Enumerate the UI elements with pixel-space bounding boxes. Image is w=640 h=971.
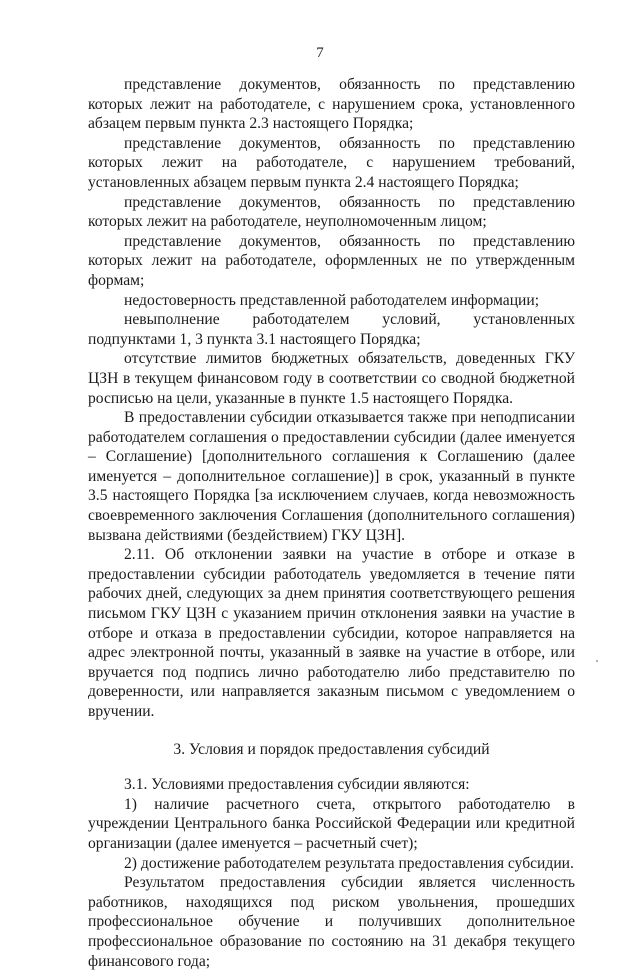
- paragraph-condition-bank-account: 1) наличие расчетного счета, открытого работодателю в учреждении Центрального банка Российской Федерации или кредитной организации (далее именуется – расчетный счет);: [88, 795, 575, 852]
- paragraph-refusal-ground-unauthorized: представление документов, обязанность по представлению которых лежит на работодателе, неуполномоченным лицом;: [88, 193, 575, 231]
- paragraph-refusal-ground-false-info: недостоверность представленной работодателем информации;: [124, 291, 540, 309]
- paragraph-result-definition: Результатом предоставления субсидии является численность работников, находящихся под риском увольнения, прошедших профессиональное обучение и получивших дополнительное профессиональное образование по состоянию на 31 декабря текущего финансового года;: [88, 874, 575, 970]
- page-number: 7: [316, 45, 324, 61]
- paragraph-refusal-ground-conditions: невыполнение работодателем условий, установленных подпунктами 1, 3 пункта 3.1 настоящего Порядка;: [88, 311, 575, 348]
- paragraph-refusal-agreement: В предоставлении субсидии отказывается также при неподписании работодателем соглашения о предоставлении субсидии (далее именуется – Соглашение) [дополнительного соглашения к Соглашению (далее именуется – дополнительное соглашение)] в срок, указанный в пункте 3.5 настоящего Порядка [за исключением случаев, когда невозможность своевременного заключения Соглашения (дополнительного соглашения) вызвана действиями (бездействием) ГКУ ЦЗН].: [88, 409, 575, 544]
- document-body: [88, 75, 575, 971]
- paragraph-3-1-conditions: 3.1. Условиями предоставления субсидии являются:: [124, 776, 470, 794]
- scan-speck: [596, 660, 598, 662]
- section-heading: 3. Условия и порядок предоставления субсидий: [173, 740, 490, 758]
- paragraph-refusal-ground-limits: отсутствие лимитов бюджетных обязательств, доведенных ГКУ ЦЗН в текущем финансовом году в соответствии со сводной бюджетной росписью на цели, указанные в пункте 1.5 настоящего Порядка.: [88, 350, 575, 407]
- paragraph-condition-result: 2) достижение работодателем результата предоставления субсидии.: [124, 854, 574, 872]
- paragraph-refusal-ground-deadline: представление документов, обязанность по представлению которых лежит на работодателе, с нарушением срока, установленного абзацем первым пункта 2.3 настоящего Порядка;: [88, 76, 575, 133]
- paragraph-refusal-ground-forms: представление документов, обязанность по представлению которых лежит на работодателе, оформленных не по утвержденным формам;: [88, 232, 575, 289]
- paragraph-refusal-ground-requirements: представление документов, обязанность по представлению которых лежит на работодателе, с нарушением требований, установленных абзацем первым пункта 2.4 настоящего Порядка;: [88, 134, 575, 191]
- paragraph-2-11-notification: 2.11. Об отклонении заявки на участие в отборе и отказе в предоставлении субсидии работодатель уведомляется в течение пяти рабочих дней, следующих за днем принятия соответствующего решения письмом ГКУ ЦЗН с указанием причин отклонения заявки на участие в отборе и отказа в предоставлении субсидии, которое направляется на адрес электронной почты, указанный в заявке на участие в отборе, или вручается под подпись лично работодателю либо представителю по доверенности, или направляется заказным письмом с уведомлением о вручении.: [88, 546, 575, 720]
